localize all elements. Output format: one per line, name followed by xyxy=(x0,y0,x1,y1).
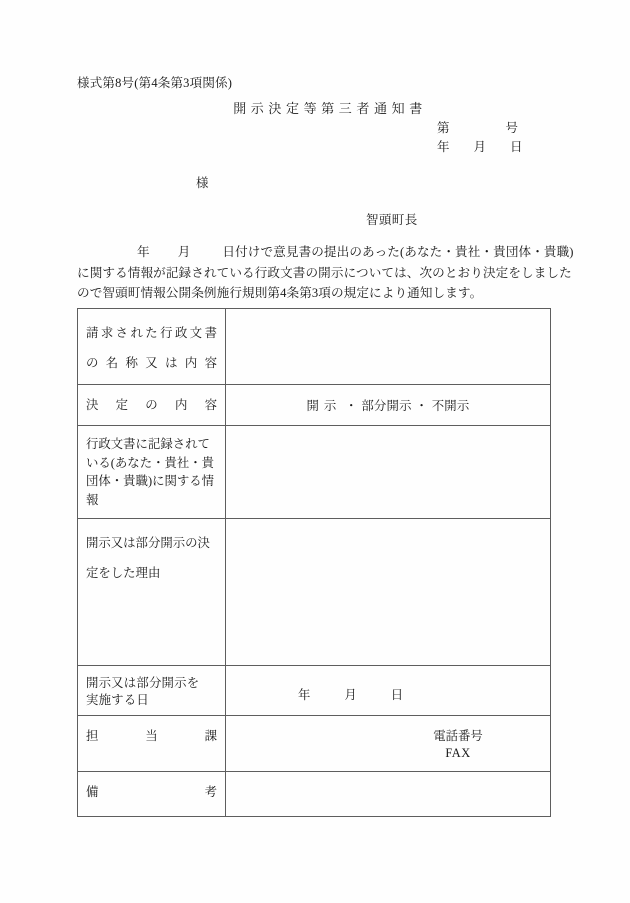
form-number: 様式第8号(第4条第3項関係) xyxy=(77,76,233,90)
decision-separator-1: ・ xyxy=(345,399,358,413)
document-date-line xyxy=(437,138,523,157)
decision-option-partial[interactable]: 部分開示 xyxy=(361,399,412,413)
decision-option-nondisclose[interactable]: 不開示 xyxy=(431,399,470,413)
document-number-block xyxy=(437,119,523,157)
row-label-decision-content xyxy=(78,385,226,426)
row-value-implementation-date xyxy=(226,666,551,716)
recorded-information-label-line4: 報 xyxy=(86,492,99,507)
table-row-remarks xyxy=(78,772,551,817)
row-value-recorded-information[interactable] xyxy=(226,426,551,519)
fax-label: FAX xyxy=(445,746,471,760)
implementation-date-day: 日 xyxy=(390,688,404,702)
implementation-date-month: 月 xyxy=(344,688,357,702)
row-label-decision-reason xyxy=(78,519,226,666)
recorded-information-label-line2: いる(あなた・貴社・貴 xyxy=(86,455,215,470)
body-line-3: ので智頭町情報公開条例施行規則第4条第3項の規定により通知します。 xyxy=(77,286,483,300)
implementation-date-label-line2: 実施する日 xyxy=(86,693,149,707)
table-row-decision-content xyxy=(78,385,551,426)
department-contact xyxy=(234,725,542,762)
row-value-decision-reason[interactable] xyxy=(226,519,551,666)
remarks-label: 備考 xyxy=(86,785,217,799)
body-paragraph xyxy=(77,242,574,304)
document-number-line xyxy=(437,119,523,138)
decision-content-label: 決定の内容 xyxy=(86,398,217,412)
decision-option-disclose[interactable]: 開示 xyxy=(306,399,342,413)
row-label-implementation-date xyxy=(78,666,226,716)
row-label-department xyxy=(78,716,226,772)
table-row-implementation-date xyxy=(78,666,551,716)
recorded-information-label-line1: 行政文書に記録されて xyxy=(86,437,210,451)
decision-reason-label-line1: 開示又は部分開示の決 xyxy=(86,536,210,550)
body-line-2: に関する情報が記録されている行政文書の開示については、次のとおり決定をしました xyxy=(77,265,572,280)
decision-reason-label-line2: 定をした理由 xyxy=(86,566,161,580)
addressee-honorific: 様 xyxy=(196,176,209,190)
requested-document-label-line2: の名称又は内容 xyxy=(86,356,217,370)
notification-form-table xyxy=(77,308,551,817)
row-value-requested-document[interactable] xyxy=(226,309,551,385)
row-label-remarks xyxy=(78,772,226,817)
number-label: 第 xyxy=(437,121,450,135)
table-row-recorded-information xyxy=(78,426,551,519)
body-date-year: 年 xyxy=(137,245,150,259)
date-month-label: 月 xyxy=(473,140,487,154)
implementation-date-label-line1: 開示又は部分開示を xyxy=(86,676,200,690)
table-row-requested-document xyxy=(78,309,551,385)
body-date-month: 月 xyxy=(177,245,191,259)
body-line-1-rest: 日付けで意見書の提出のあった(あなた・貴社・貴団体・貴職) xyxy=(222,245,574,259)
row-value-department[interactable] xyxy=(226,716,551,772)
table-row-department xyxy=(78,716,551,772)
implementation-date-fields[interactable] xyxy=(234,675,542,703)
department-label: 担当課 xyxy=(86,729,217,743)
requested-document-label-line1: 請求された行政文書 xyxy=(86,326,217,340)
issuer-name: 智頭町長 xyxy=(366,213,418,227)
body-line-1 xyxy=(77,242,574,263)
number-unit: 号 xyxy=(505,121,519,135)
row-label-recorded-information xyxy=(78,426,226,519)
decision-options xyxy=(234,394,542,414)
decision-separator-2: ・ xyxy=(415,399,428,413)
table-row-decision-reason xyxy=(78,519,551,666)
date-day-label: 日 xyxy=(510,140,523,154)
recorded-information-label-line3: 団体・貴職)に関する情 xyxy=(86,474,215,488)
row-label-requested-document xyxy=(78,309,226,385)
row-value-decision-content xyxy=(226,385,551,426)
implementation-date-year: 年 xyxy=(298,688,311,702)
row-value-remarks[interactable] xyxy=(226,772,551,817)
phone-label: 電話番号 xyxy=(433,729,483,743)
date-year-label: 年 xyxy=(437,140,450,154)
document-title: 開示決定等第三者通知書 xyxy=(233,101,427,116)
